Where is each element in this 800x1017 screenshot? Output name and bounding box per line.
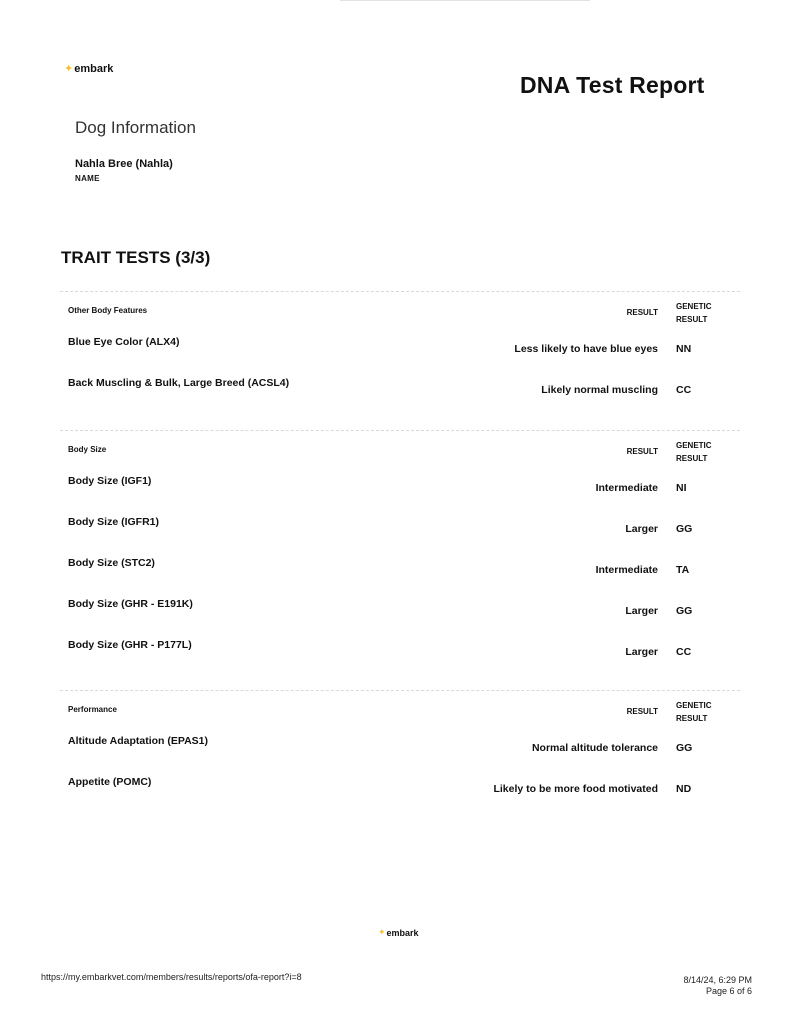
dog-name: Nahla Bree (Nahla) bbox=[75, 158, 173, 170]
star-icon: ✦ bbox=[378, 927, 386, 937]
trait-result: Larger bbox=[625, 523, 658, 535]
trait-name: Appetite (POMC) bbox=[68, 776, 152, 788]
trait-result: Intermediate bbox=[595, 482, 658, 494]
table-row bbox=[60, 776, 740, 817]
genetic-result: ND bbox=[676, 783, 692, 795]
dog-name-label: NAME bbox=[75, 174, 100, 183]
trait-name: Body Size (GHR - E191K) bbox=[68, 598, 193, 610]
section-name: Performance bbox=[68, 705, 117, 714]
page-number: Page 6 of 6 bbox=[705, 986, 752, 996]
table-row bbox=[60, 639, 740, 680]
embark-logo bbox=[64, 62, 113, 75]
trait-tests-title: TRAIT TESTS (3/3) bbox=[61, 248, 211, 267]
genetic-result: GG bbox=[676, 605, 693, 617]
genetic-result: NI bbox=[676, 482, 687, 494]
trait-result: Less likely to have blue eyes bbox=[514, 343, 658, 355]
genetic-result: GG bbox=[676, 523, 693, 535]
genetic-result-column-header: GENETIC RESULT bbox=[676, 302, 712, 324]
trait-result: Larger bbox=[625, 646, 658, 658]
embark-footer-logo bbox=[378, 927, 419, 938]
trait-name: Body Size (STC2) bbox=[68, 557, 155, 569]
table-row bbox=[60, 336, 740, 377]
logo-text: embark bbox=[386, 927, 419, 938]
table-row bbox=[60, 475, 740, 516]
section-name: Other Body Features bbox=[68, 306, 148, 315]
section-name: Body Size bbox=[68, 445, 107, 454]
trait-result: Intermediate bbox=[595, 564, 658, 576]
table-row bbox=[60, 735, 740, 776]
footer-url: https://my.embarkvet.com/members/results/reports/ofa-report?i=8 bbox=[41, 972, 302, 982]
table-row bbox=[60, 516, 740, 557]
logo-text: embark bbox=[74, 62, 114, 75]
scan-edge-line bbox=[340, 0, 590, 1]
trait-name: Body Size (IGF1) bbox=[68, 475, 152, 487]
section-body-size bbox=[60, 430, 740, 680]
trait-name: Body Size (IGFR1) bbox=[68, 516, 160, 528]
trait-name: Body Size (GHR - P177L) bbox=[68, 639, 192, 651]
result-column-header: RESULT bbox=[626, 308, 658, 317]
genetic-result: CC bbox=[676, 646, 692, 658]
trait-result: Larger bbox=[625, 605, 658, 617]
footer-timestamp bbox=[683, 975, 752, 997]
result-column-header: RESULT bbox=[626, 707, 658, 716]
table-row bbox=[60, 377, 740, 418]
trait-name: Back Muscling & Bulk, Large Breed (ACSL4) bbox=[68, 377, 290, 389]
section-header bbox=[60, 431, 740, 475]
report-title: DNA Test Report bbox=[520, 72, 705, 98]
genetic-result: NN bbox=[676, 343, 692, 355]
section-header bbox=[60, 292, 740, 336]
genetic-result: GG bbox=[676, 742, 693, 754]
print-datetime: 8/14/24, 6:29 PM bbox=[683, 975, 752, 985]
genetic-result-column-header: GENETIC RESULT bbox=[676, 441, 712, 463]
section-other-body-features bbox=[60, 291, 740, 418]
table-row bbox=[60, 598, 740, 639]
table-row bbox=[60, 557, 740, 598]
trait-result: Likely normal muscling bbox=[541, 384, 658, 396]
star-icon: ✦ bbox=[64, 63, 74, 75]
genetic-result: CC bbox=[676, 384, 692, 396]
section-performance bbox=[60, 690, 740, 817]
result-column-header: RESULT bbox=[626, 447, 658, 456]
genetic-result: TA bbox=[676, 564, 690, 576]
trait-name: Blue Eye Color (ALX4) bbox=[68, 336, 180, 348]
dog-info-heading: Dog Information bbox=[75, 118, 196, 137]
trait-result: Normal altitude tolerance bbox=[531, 742, 658, 754]
genetic-result-column-header: GENETIC RESULT bbox=[676, 701, 712, 723]
trait-name: Altitude Adaptation (EPAS1) bbox=[68, 735, 208, 747]
trait-result: Likely to be more food motivated bbox=[493, 783, 658, 795]
section-header bbox=[60, 691, 740, 735]
